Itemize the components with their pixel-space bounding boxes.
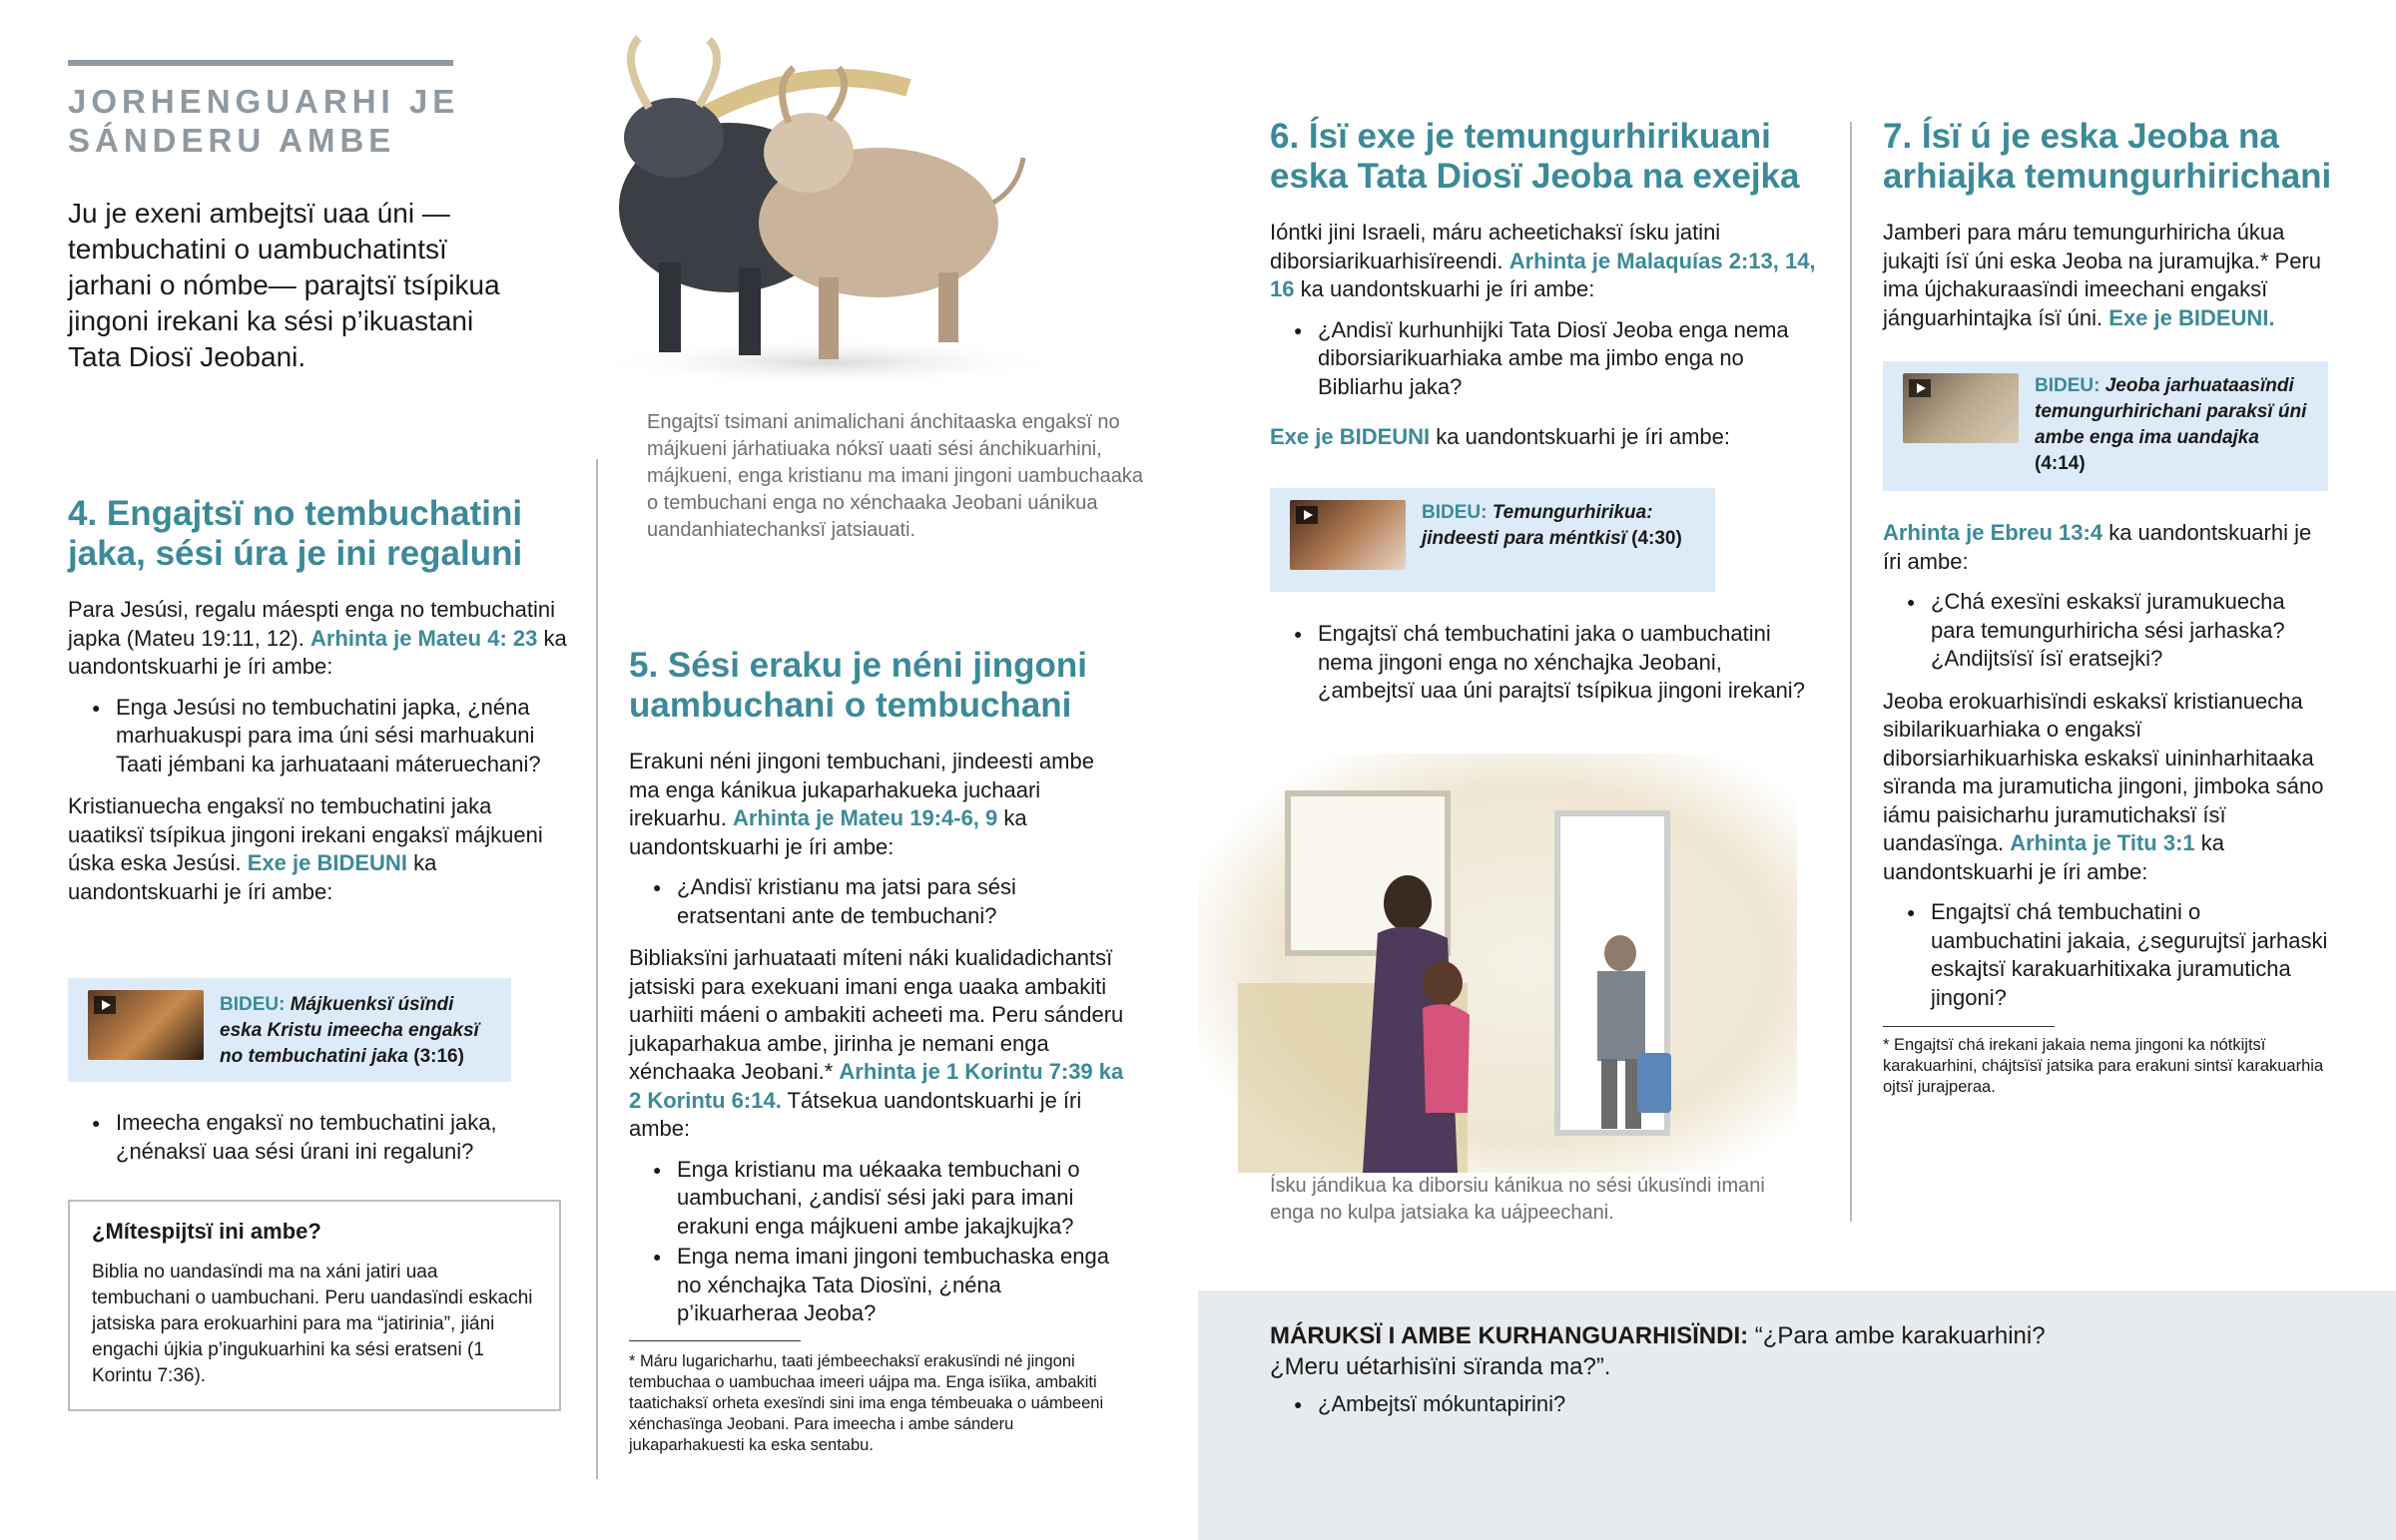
video-title: BIDEU: Temungurhirikua: jindeesti para méntkisï (4:30)	[1422, 502, 1682, 549]
scripture-link[interactable]: Arhinta je Mateu 4: 23	[309, 625, 538, 651]
section-7	[1883, 117, 2332, 332]
section-6-heading: 6. Ísï exe je temungurhirikuani eska Tata Diosï Jeoba na exejka	[1270, 117, 1800, 196]
column-divider	[596, 459, 598, 1479]
intro-rule	[68, 60, 453, 66]
kicker-line-2: SÁNDERU AMBE	[68, 122, 396, 159]
section-6	[1270, 117, 1819, 452]
section-5-heading: 5. Sési eraku je néni jingoni uambuchani o tembuchani	[629, 646, 1088, 725]
list-item: ● ¿Andisï kurhunhijki Tata Diosï Jeoba enga nema diborsiarikuarhiaka ambe ma jimbo enga no Bibliarhu jaka?	[1270, 316, 1819, 402]
section-6-p1: Ióntki jini Israeli, máru acheetichaksï ísku jatini diborsiarikuarhisïreendi. Arhinta je Malaquías 2:13, 14, 16 ka uandontskuarhi je íri ambe:	[1270, 220, 1816, 301]
play-icon[interactable]	[1296, 506, 1318, 524]
list-item: ● Engajtsï chá tembuchatini o uambuchatini jakaia, ¿segurujtsï jarhaski eskajtsï karakuarhitixaka juramuticha jingoni?	[1883, 898, 2332, 1012]
section-5-p1: Erakuni néni jingoni tembuchani, jindeesti ambe ma enga kánikua jukaparhakueka juchaari irekuarhu. Arhinta je Mateu 19:4-6, 9 ka uandontskuarhi je íri ambe:	[629, 749, 1094, 859]
summary-panel	[1198, 1290, 2396, 1540]
summary-label: MÁRUKSÏ I AMBE KURHANGUARHISÏNDI:	[1270, 1322, 1749, 1349]
section-6-bullets-1	[1270, 316, 1819, 402]
list-item: ● Enga kristianu ma uékaaka tembuchani o uambuchani, ¿andisï sési jaki para imani erakuni enga májkueni ambe jakajkujka?	[629, 1156, 1128, 1242]
section-7-cont	[1883, 519, 2332, 1098]
section-5-bullets-2	[629, 1156, 1128, 1328]
intro-paragraph: Ju je exeni ambejtsï uaa úni —tembuchatini o uambuchatintsï jarhani o nómbe— parajtsï tsípikua jingoni irekani ka sési p’ikuastani Tata Diosï Jeobani.	[68, 198, 500, 372]
summary-text	[1270, 1320, 2089, 1382]
video-thumbnail[interactable]	[88, 990, 204, 1060]
section-4-p1: Para Jesúsi, regalu máespti enga no tembuchatini japka (Mateu 19:11, 12). Arhinta je Mateu 4: 23 ka uandontskuarhi je íri ambe:	[68, 597, 567, 679]
section-7-footnote: * Engajtsï chá irekani jakaia nema jingoni ka nótkijtsï karakuarhini, chájtsïsï jatsika para erakuni sintsï karakuarhia ojtsï jurajperaa.	[1883, 1036, 2324, 1096]
section-5-footnote: * Máru lugaricharhu, taati jémbeechaksï erakusïndi né jingoni tembuchaa o uambuchaa imeeri uájpa ma. Enga isïika, ambakiti taatichaksï orheta exesïndi sini ima enga témbeuaka o uámbeeni xénchasïnga Jeobani. Para imeecha i ambe sánderu jukaparhakuesti ka eska sentabu.	[629, 1351, 1104, 1454]
section-7-bullets-1	[1883, 588, 2332, 674]
footnote-rule	[1883, 1026, 2055, 1027]
list-item: ● ¿Andisï kristianu ma jatsi para sési eratsentani ante de tembuchani?	[629, 873, 1128, 930]
info-box	[68, 1200, 561, 1411]
section-7-heading: 7. Ísï ú je eska Jeoba na arhiajka temungurhirichani	[1883, 117, 2332, 196]
video-card-s6[interactable]	[1270, 488, 1715, 592]
scripture-link[interactable]: Arhinta je 1 Korintu 7:39 ka 2 Korintu 6:14.	[629, 1059, 1124, 1113]
video-card-s7[interactable]	[1883, 361, 2328, 491]
scripture-link[interactable]: Arhinta je Malaquías 2:13, 14, 16	[1270, 248, 1816, 301]
section-5-bullets-1	[629, 873, 1128, 930]
section-6-bullets-2	[1270, 620, 1809, 706]
list-item: ● Enga Jesúsi no tembuchatini japka, ¿néna marhuakuspi para ima úni sési marhuakuni Taati jémbani ka jarhuataani máteruechani?	[68, 694, 567, 779]
section-4-p2: Kristianuecha engaksï no tembuchatini jaka uaatiksï tsípikua jingoni irekani engaksï májkueni úska eska Jesúsi. Exe je BIDEUNI ka uandontskuarhi je íri ambe:	[68, 793, 543, 904]
section-4-bullets-2	[68, 1109, 537, 1166]
section-4	[68, 494, 567, 906]
section-7-bullets-2	[1883, 898, 2332, 1012]
list-item: ● ¿Chá exesïni eskaksï juramukuecha para temungurhiricha sési jarhaska? ¿Andijtsïsï ísï eratsejki?	[1883, 588, 2332, 674]
section-5	[629, 646, 1128, 1456]
section-5-p2: Bibliaksïni jarhuataati míteni náki kualidadichantsï jatsiski para exekuani imani enga uaaka ambakiti uarhiiti máeni o ambakiti acheeti ma. Peru sánderu jukaparhakua ambe, jirinha je nemani enga xénchaaka Jeobani.* Arhinta je 1 Korintu 7:39 ka 2 Korintu 6:14. Tátsekua uandontskuarhi je íri ambe:	[629, 945, 1124, 1141]
video-link[interactable]: Exe je BIDEUNI	[1270, 424, 1431, 449]
summary-bullets	[1270, 1390, 1969, 1419]
video-thumbnail[interactable]	[1903, 373, 2019, 443]
list-item: ● Engajtsï chá tembuchatini jaka o uambuchatini nema jingoni enga no xénchajka Jeobani, ¿ambejtsï uaa úni parajtsï tsípikua jingoni irekani?	[1270, 620, 1809, 706]
kicker-line-1: JORHENGUARHI JE	[68, 83, 460, 120]
list-item: ● Imeecha engaksï no tembuchatini jaka, ¿nénaksï uaa sési úrani ini regaluni?	[68, 1109, 537, 1166]
video-title: BIDEU: Májkuenksï úsïndi eska Kristu imeecha engaksï no tembuchatini jaka (3:16)	[220, 994, 479, 1067]
scripture-link[interactable]: Arhinta je Ebreu 13:4	[1883, 520, 2103, 545]
scripture-link[interactable]: Arhinta je Mateu 19:4-6, 9	[732, 805, 998, 830]
video-card-s4[interactable]	[68, 978, 511, 1082]
play-icon[interactable]	[94, 996, 116, 1014]
list-item: ● ¿Ambejtsï mókuntapirini?	[1270, 1390, 1969, 1419]
video-thumbnail[interactable]	[1290, 500, 1406, 570]
section-6-p2: Exe je BIDEUNI ka uandontskuarhi je íri ambe:	[1270, 424, 1731, 449]
family-illustration	[1198, 754, 1797, 1173]
intro-kicker	[68, 82, 459, 160]
section-7-p2: Arhinta je Ebreu 13:4 ka uandontskuarhi je íri ambe:	[1883, 520, 2312, 574]
video-link[interactable]: Exe je BIDEUNI.	[2108, 304, 2275, 330]
section-7-p3: Jeoba erokuarhisïndi eskaksï kristianuecha sibilarikuarhiaka o engaksï diborsiarhikuarhiska eskaksï uininharhitaaka sïranda ma juramuticha jingoni, jimboka sáno iámu paisicharhu juramutichaksï ísï uandasïnga. Arhinta je Titu 3:1 ka uandontskuarhi je íri ambe:	[1883, 688, 2324, 884]
footnote-rule	[629, 1340, 801, 1341]
top-image-caption: Engajtsï tsimani animalichani ánchitaaska engaksï no májkueni járhatiuaka nóksï uaati sési ánchikuarhini, májkueni, enga kristianu ma imani jingoni uambuchaaka o tembuchani enga no xénchaaka Jeobani uánikua uandanhiatechanksï jatsiauati.	[647, 411, 1143, 541]
list-item: ● Enga nema imani jingoni tembuchaska enga no xénchajka Tata Diosïni, ¿néna p’ikuarheraa Jeoba?	[629, 1243, 1128, 1328]
oxen-illustration	[579, 28, 1138, 397]
play-icon[interactable]	[1909, 379, 1931, 397]
section-4-bullets-1	[68, 694, 567, 779]
summary-question: “¿Para ambe karakuarhini? ¿Meru uétarhisïni sïranda ma?”.	[1270, 1322, 2046, 1380]
section-4-heading: 4. Engajtsï no tembuchatini jaka, sési úra je ini regaluni	[68, 494, 523, 573]
scripture-link[interactable]: Arhinta je Titu 3:1	[2010, 830, 2195, 855]
column-divider	[1850, 122, 1852, 1222]
info-box-title: ¿Mítespijtsï ini ambe?	[92, 1219, 321, 1244]
section-7-p1: Jamberi para máru temungurhiricha úkua jukajti ísï úni eska Jeoba na juramujka.* Peru ima újchakuraasïndi imeechani engaksï jánguarhintajka ísï úni. Exe je BIDEUNI.	[1883, 220, 2322, 330]
video-link[interactable]: Exe je BIDEUNI	[247, 850, 407, 875]
video-title: BIDEU: Jeoba jarhuataasïndi temungurhirichani paraksï úni ambe enga ima uandajka (4:14)	[2035, 375, 2307, 474]
family-image-caption: Ísku jándikua ka diborsiu kánikua no sési úkusïndi imani enga no kulpa jatsiaka ka uájpeechani.	[1270, 1175, 1765, 1224]
info-box-text: Biblia no uandasïndi ma na xáni jatiri uaa tembuchani o uambuchani. Peru uandasïndi eskachi jatsiska para erokuarhini para ma “jatirinia”, jiáni engachi újkia p’ingukuarhini ka sési eratseni (1 Korintu 7:36).	[92, 1262, 533, 1386]
